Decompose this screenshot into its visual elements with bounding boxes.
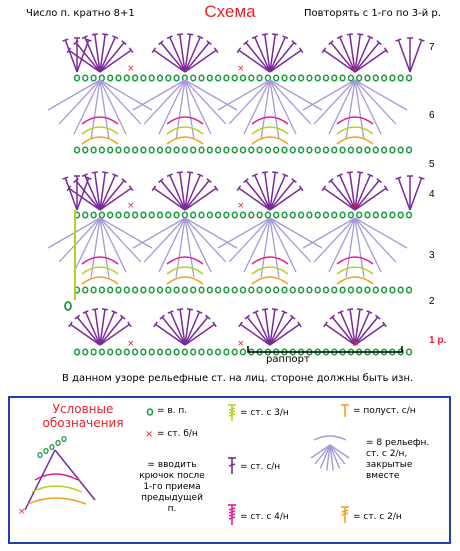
chain-stitch [315,212,320,218]
relief-note: В данном узоре рельефные ст. на лиц. стороне должны быть изн. [62,373,414,384]
chain-stitch [83,75,88,81]
legend-dc-text: = ст. с/н [240,462,281,472]
chain-stitch [166,287,171,293]
legend-dc4-text: = ст. с 4/н [240,512,289,522]
relief-stitch-row [252,127,288,134]
relief-stitch-row [337,267,373,274]
chain-stitch [216,147,221,153]
chain-stitch [124,349,129,355]
stitch-top-bar [357,34,363,35]
chain-stitch [241,147,246,153]
chain-stitch [124,75,129,81]
chain-stitch [282,287,287,293]
chain-stitch [108,147,113,153]
stitch-top-bar [357,309,363,310]
chain-stitch [191,287,196,293]
dc-stitch [398,178,410,210]
sc-stitch: × [127,339,135,349]
chain-stitch [108,212,113,218]
chain-stitch [100,287,105,293]
dc-stitch [398,40,410,72]
chain-stitch [158,212,163,218]
stitch-top-bar [63,39,69,41]
row-label-1: 1 р. [429,335,447,346]
chain-stitch [207,212,212,218]
chain-stitch [166,212,171,218]
sc-stitch: × [352,64,360,74]
chain-stitch [357,147,362,153]
stitch-top-bar [262,34,268,35]
chain-stitch [91,212,96,218]
chain-stitch [116,147,121,153]
chain-stitch [191,75,196,81]
diagram-title: Схема [204,2,256,21]
chain-stitch [315,75,320,81]
row-label-3: 3 [429,250,435,261]
chain-stitch [407,349,412,355]
dc-stitch [410,178,422,210]
row-label-2: 2 [429,296,435,307]
chain-stitch [149,147,154,153]
chain-stitch [332,212,337,218]
chain-stitch [224,75,229,81]
chain-stitch [149,75,154,81]
chain-stitch [108,287,113,293]
relief-stitch-row [337,127,373,134]
legend-title: Условные обозначения [42,402,124,430]
relief-stitch-row [82,127,118,134]
stitch-top-bar [347,172,353,173]
chain-stitch [100,147,105,153]
chain-stitch [398,212,403,218]
chain-stitch [100,212,105,218]
chain-stitch [290,212,295,218]
chain-stitch [232,287,237,293]
chain-stitch [141,147,146,153]
chain-stitch [149,349,154,355]
chain-stitch [141,349,146,355]
chain-stitch [191,147,196,153]
chain-stitch [390,147,395,153]
legend-sc-text: = ст. б/н [157,429,198,439]
relief-stitch-row [252,117,288,124]
chain-stitch [373,147,378,153]
sc-stitch: × [352,339,360,349]
chain-stitch [266,212,271,218]
chain-stitch [307,147,312,153]
chain-stitch [232,75,237,81]
chain-stitch [249,147,254,153]
legend-chain-text: = в. п. [157,406,188,416]
chain-stitch [199,287,204,293]
chain-stitch [407,75,412,81]
chain-stitch [324,212,329,218]
relief-stitch-row [252,277,288,284]
relief-stitch-row [82,267,118,274]
chain-stitch [382,287,387,293]
stitch-symbols [48,34,424,355]
chain-stitch [340,212,345,218]
chain-stitch [241,287,246,293]
chain-stitch [207,349,212,355]
stitch-top-bar [419,39,425,41]
chain-stitch [390,212,395,218]
sc-stitch: × [352,201,360,211]
turning-chain [65,302,71,310]
relief-stitch-row [167,117,203,124]
chain-stitch [232,147,237,153]
chain-stitch [241,349,246,355]
chain-stitch [174,75,179,81]
chain-stitch [382,75,387,81]
chain-stitch [91,349,96,355]
chain-stitch [133,349,138,355]
chain-stitch [91,75,96,81]
chain-stitch [108,349,113,355]
sc-stitch: × [127,64,135,74]
sc-stitch: × [237,201,245,211]
chain-stitch [199,147,204,153]
chain-stitch [141,287,146,293]
stitch-top-bar [396,39,402,41]
chain-stitch [133,287,138,293]
sc-stitch: × [127,201,135,211]
chain-stitch [224,287,229,293]
legend-dc2-text: = ст. с 2/н [353,512,402,522]
stitch-top-bar [272,34,278,35]
chain-stitch [183,147,188,153]
stitch-top-bar [92,172,98,173]
stitch-top-bar [262,309,268,310]
sc-stitch: × [237,64,245,74]
chain-stitch [75,147,80,153]
dc-stitch [410,40,422,72]
chain-stitch [241,75,246,81]
chain-stitch [241,212,246,218]
relief-stitch-row [252,257,288,264]
stitch-top-bar [187,309,193,310]
chain-stitch [116,75,121,81]
chain-stitch [315,147,320,153]
chain-stitch [216,75,221,81]
chain-stitch [224,147,229,153]
chain-stitch [183,349,188,355]
stitch-top-bar [347,34,353,35]
chain-stitch [332,287,337,293]
chain-stitch [340,287,345,293]
chain-stitch [191,212,196,218]
relief-stitch-row [82,117,118,124]
stitch-top-bar [262,172,268,173]
relief-stitch-row [167,127,203,134]
stitch-top-bar [419,177,425,179]
chain-stitch [207,75,212,81]
chain-stitch [390,287,395,293]
chain-stitch [398,287,403,293]
chain-stitch [299,287,304,293]
chain-stitch [290,287,295,293]
chain-stitch [116,212,121,218]
chain-stitch [216,349,221,355]
stitch-top-bar [92,309,98,310]
chain-stitch [83,287,88,293]
stitch-top-bar [272,172,278,173]
chain-stitch [199,75,204,81]
chain-stitch [166,75,171,81]
stitch-top-bar [177,172,183,173]
legend-cluster-text: = 8 рельефн. ст. с 2/н, закрытые вместе [366,438,430,481]
chain-stitch [174,349,179,355]
relief-stitch-row [252,267,288,274]
relief-stitch-row [252,137,288,144]
relief-stitch-row [167,277,203,284]
chain-stitch [349,212,354,218]
chain-stitch [166,147,171,153]
chain-stitch [174,287,179,293]
chain-stitch [216,212,221,218]
chain-stitch [349,287,354,293]
chain-stitch [224,212,229,218]
chain-stitch [83,147,88,153]
stitch-top-bar [92,34,98,35]
chain-stitch [257,287,262,293]
chain-stitch [158,75,163,81]
stitch-top-bar [357,172,363,173]
chain-stitch [149,212,154,218]
chain-stitch [174,212,179,218]
relief-stitch-row [337,257,373,264]
relief-stitch-row [82,257,118,264]
chain-stitch [141,212,146,218]
chain-stitch [315,287,320,293]
chain-stitch [266,287,271,293]
relief-stitch-row [82,137,118,144]
chain-stitch [382,212,387,218]
chain-stitch [133,147,138,153]
chain-stitch [91,287,96,293]
chain-stitch [108,75,113,81]
chain-stitch [357,287,362,293]
chain-stitch [365,287,370,293]
chain-stitch [232,349,237,355]
chain-stitch [299,212,304,218]
chain-stitch [75,349,80,355]
stitch-top-bar [102,309,108,310]
chain-stitch [174,147,179,153]
chain-stitch [398,147,403,153]
stitch-top-bar [187,172,193,173]
chain-stitch [307,212,312,218]
sc-stitch: × [237,339,245,349]
relief-stitch-row [167,137,203,144]
chain-stitch [116,349,121,355]
chain-stitch [249,287,254,293]
chain-stitch [349,147,354,153]
chain-stitch [307,287,312,293]
stitch-multiple-note: Число п. кратно 8+1 [26,8,135,19]
chain-stitch [257,212,262,218]
chain-stitch [332,147,337,153]
chain-stitch [390,75,395,81]
chain-stitch [274,147,279,153]
row-label-4: 4 [429,189,435,200]
chain-stitch [124,212,129,218]
legend-insert-hook-text: = вводить крючок после 1-го приема предыдущей п. [139,460,205,514]
chain-stitch [373,75,378,81]
chain-stitch [365,75,370,81]
stitch-top-bar [396,177,402,179]
relief-stitch-row [337,137,373,144]
chain-stitch [224,349,229,355]
chain-stitch [274,287,279,293]
chain-stitch [340,75,345,81]
chain-stitch [340,147,345,153]
sc-symbol: × [145,429,154,440]
chain-stitch [116,287,121,293]
chain-stitch [183,212,188,218]
chain-stitch [282,75,287,81]
chain-stitch [207,147,212,153]
chain-stitch [257,75,262,81]
chain-stitch [216,287,221,293]
chain-stitch [307,75,312,81]
chain-stitch [274,75,279,81]
chain-stitch [158,147,163,153]
stitch-top-bar [177,34,183,35]
chain-stitch [282,147,287,153]
chain-stitch [133,212,138,218]
chain-stitch [249,75,254,81]
chain-stitch [158,349,163,355]
chain-stitch [124,287,129,293]
chain-stitch [324,75,329,81]
chain-stitch [373,212,378,218]
chain-stitch [274,212,279,218]
relief-stitch-row [337,277,373,284]
stitch-top-bar [102,172,108,173]
chain-stitch [100,349,105,355]
chain-stitch [373,287,378,293]
chain-stitch [83,212,88,218]
row-label-6: 6 [429,110,435,121]
chain-stitch [407,212,412,218]
chain-stitch [365,212,370,218]
chain-stitch [183,287,188,293]
chain-stitch [290,75,295,81]
chain-stitch [249,212,254,218]
chain-stitch [398,75,403,81]
chain-stitch [91,147,96,153]
chain-stitch [365,147,370,153]
stitch-top-bar [102,34,108,35]
chain-stitch [407,147,412,153]
stitch-top-bar [272,309,278,310]
chain-stitch [191,349,196,355]
legend-halfdc-text: = полуст. с/н [353,406,416,416]
repeat-note: Повторять с 1-го по 3-й р. [304,8,441,19]
relief-stitch-row [167,257,203,264]
chain-stitch [324,287,329,293]
stitch-top-bar [347,309,353,310]
relief-stitch-row [82,277,118,284]
chain-stitch [382,147,387,153]
dc-stitch [65,178,77,210]
stitch-top-bar [187,34,193,35]
legend-dc3-text: = ст. с 3/н [240,408,289,418]
sc-stitch: × [18,507,26,517]
chain-stitch [133,75,138,81]
row-label-7: 7 [429,42,435,53]
stitch-top-bar [63,177,69,179]
chain-stitch [282,212,287,218]
chain-stitch [332,75,337,81]
chain-stitch [83,349,88,355]
chain-stitch [257,147,262,153]
chain-stitch [349,75,354,81]
chain-stitch [299,147,304,153]
relief-stitch-row [337,117,373,124]
dc-stitch [65,40,77,72]
chain-stitch [124,147,129,153]
chain-stitch [158,287,163,293]
chain-stitch [290,147,295,153]
chain-stitch [141,75,146,81]
chain-stitch [166,349,171,355]
chain-stitch [266,147,271,153]
rapport-label: раппорт [266,354,310,365]
chain-stitch [199,349,204,355]
chain-stitch [299,75,304,81]
chain-stitch [75,75,80,81]
chain-stitch [207,287,212,293]
chain-stitch [357,75,362,81]
chain-stitch [149,287,154,293]
chain-stitch [324,147,329,153]
chain-stitch [357,212,362,218]
relief-stitch-row [167,267,203,274]
chain-stitch [407,287,412,293]
row-label-5: 5 [429,159,435,170]
stitch-top-bar [177,309,183,310]
chain-stitch [232,212,237,218]
chain-stitch [199,212,204,218]
